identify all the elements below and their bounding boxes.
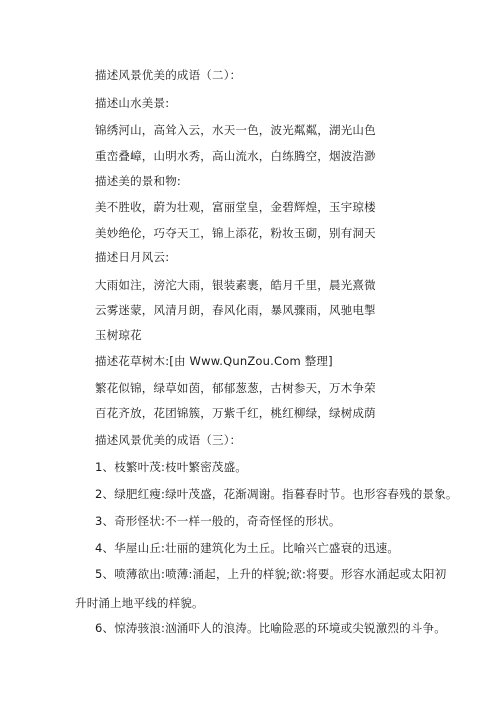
text-line: 重峦叠嶂，山明水秀，高山流水，白练腾空，烟波浩渺	[95, 149, 376, 163]
text-line: 玉树琼花	[95, 328, 142, 342]
subheading: 描述日月风云:	[95, 250, 170, 264]
text-line: 美妙绝伦，巧夺天工，锦上添花，粉妆玉砌，别有洞天	[95, 226, 376, 240]
list-item: 2、绿肥红瘦:绿叶茂盛，花渐凋谢。指暮春时节。也形容春残的景象。	[95, 487, 458, 501]
list-item: 6、惊涛骇浪:汹涌吓人的浪涛。比喻险恶的环境或尖锐激烈的斗争。	[95, 621, 446, 635]
text-line: 云雾迷蒙，风清月朗，春风化雨，暴风骤雨，风驰电掣	[95, 303, 376, 317]
text-line: 百花齐放，花团锦簇，万紫千红，桃红柳绿，绿树成荫	[95, 406, 376, 420]
subheading: 描述美的景和物:	[95, 174, 181, 188]
list-item: 3、奇形怪状:不一样一般的，奇奇怪怪的形状。	[95, 514, 341, 528]
list-item: 5、喷薄欲出:喷薄:涌起，上升的样貌;欲:将要。形容水涌起或太阳初升时涌上地平线的样貌。	[75, 567, 447, 610]
subheading: 描述花草树木:[由 Www.QunZou.Com 整理]	[95, 354, 333, 368]
list-item: 1、枝繁叶茂:枝叶繁密茂盛。	[95, 460, 247, 474]
text-line: 繁花似锦，绿草如茵，郁郁葱葱，古树参天，万木争荣	[95, 381, 376, 395]
section-heading: 描述风景优美的成语（三）：	[95, 433, 242, 447]
list-item: 4、华屋山丘:壮丽的建筑化为土丘。比喻兴亡盛衰的迅速。	[95, 541, 400, 555]
text-line: 锦绣河山，高耸入云，水天一色，波光粼粼，湖光山色	[95, 123, 376, 137]
text-line: 大雨如注，滂沱大雨，银装素裹，皓月千里，晨光熹微	[95, 278, 376, 292]
subheading: 描述山水美景:	[95, 96, 170, 110]
text-line: 美不胜收，蔚为壮观，富丽堂皇，金碧辉煌，玉宇琼楼	[95, 200, 376, 214]
section-heading: 描述风景优美的成语（二）：	[95, 68, 242, 82]
